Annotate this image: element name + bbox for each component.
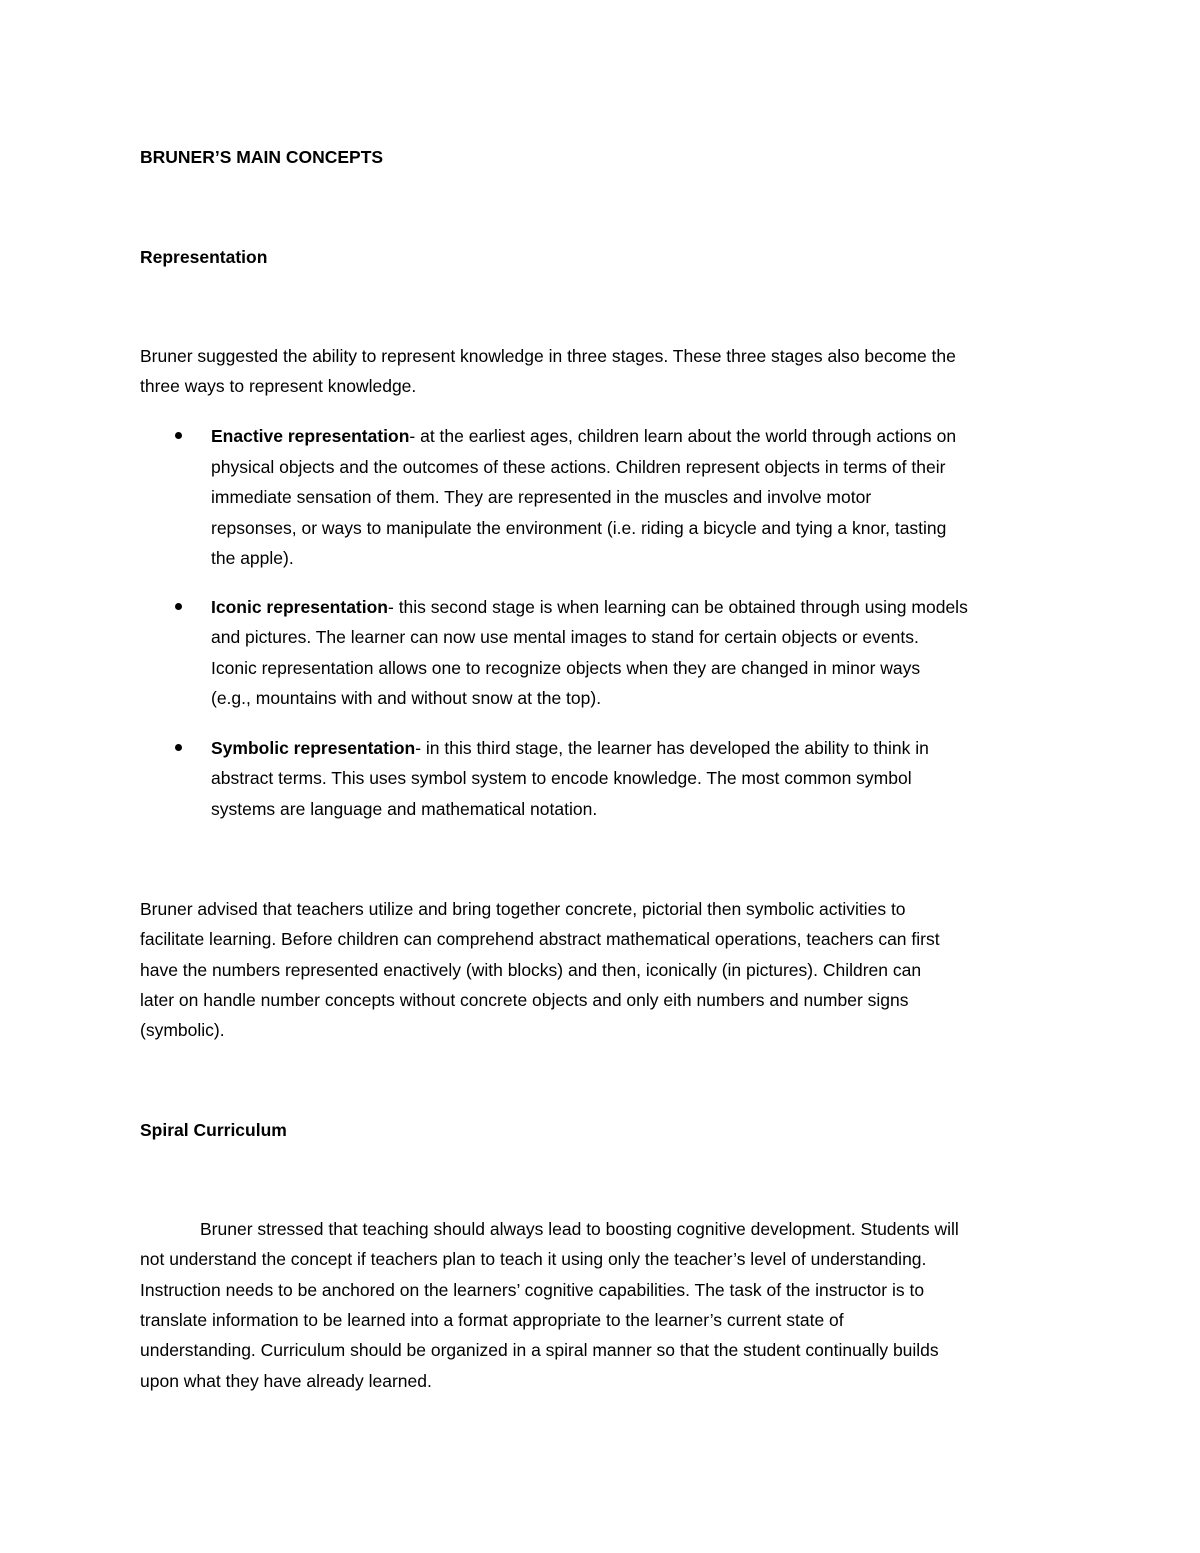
paragraph-line: Bruner advised that teachers utilize and bring together concrete, pictorial then symbolic activities to — [140, 899, 906, 919]
paragraph-line: (symbolic). — [140, 1020, 225, 1040]
bullet-term: Iconic representation — [211, 597, 388, 617]
bullet-text: - this second stage is when learning can be obtained through using models — [388, 597, 968, 617]
bullet-line: (e.g., mountains with and without snow at the top). — [211, 688, 602, 708]
bullet-line: repsonses, or ways to manipulate the environment (i.e. riding a bicycle and tying a knor, tasting — [211, 518, 947, 538]
paragraph-line: later on handle number concepts without concrete objects and only eith numbers and number signs — [140, 990, 909, 1010]
bullet-dot-icon — [175, 744, 182, 751]
bullet-term: Enactive representation — [211, 426, 410, 446]
bullet-item-enactive — [211, 424, 956, 448]
bullet-text: - at the earliest ages, children learn about the world through actions on — [409, 426, 957, 446]
bullet-line: physical objects and the outcomes of these actions. Children represent objects in terms of their — [211, 457, 946, 477]
bullet-line: systems are language and mathematical notation. — [211, 799, 598, 819]
bullet-dot-icon — [175, 432, 182, 439]
bullet-line: and pictures. The learner can now use mental images to stand for certain objects or events. — [211, 627, 919, 647]
paragraph-line: upon what they have already learned. — [140, 1371, 432, 1391]
bullet-line: Iconic representation allows one to recognize objects when they are changed in minor ways — [211, 658, 921, 678]
bullet-line: the apple). — [211, 548, 294, 568]
document-title: BRUNER’S MAIN CONCEPTS — [140, 147, 384, 167]
section-heading-representation: Representation — [140, 247, 268, 267]
paragraph-line: Bruner suggested the ability to represent knowledge in three stages. These three stages also become the — [140, 346, 956, 366]
paragraph-line: have the numbers represented enactively (with blocks) and then, iconically (in pictures). Children can — [140, 960, 922, 980]
paragraph-line: translate information to be learned into a format appropriate to the learner’s current state of — [140, 1310, 844, 1330]
bullet-line: immediate sensation of them. They are represented in the muscles and involve motor — [211, 487, 872, 507]
paragraph-line: facilitate learning. Before children can comprehend abstract mathematical operations, teachers can first — [140, 929, 940, 949]
paragraph-line: three ways to represent knowledge. — [140, 376, 417, 396]
bullet-line: abstract terms. This uses symbol system to encode knowledge. The most common symbol — [211, 768, 912, 788]
paragraph-line: Bruner stressed that teaching should always lead to boosting cognitive development. Students will — [200, 1219, 959, 1239]
bullet-term: Symbolic representation — [211, 738, 416, 758]
bullet-item-symbolic — [211, 736, 929, 760]
section-heading-spiral-curriculum: Spiral Curriculum — [140, 1120, 287, 1140]
bullet-dot-icon — [175, 603, 182, 610]
paragraph-line: understanding. Curriculum should be organized in a spiral manner so that the student continually builds — [140, 1340, 939, 1360]
bullet-item-iconic — [211, 595, 968, 619]
paragraph-line: Instruction needs to be anchored on the learners’ cognitive capabilities. The task of the instructor is to — [140, 1280, 925, 1300]
bullet-text: - in this third stage, the learner has developed the ability to think in — [415, 738, 929, 758]
paragraph-line: not understand the concept if teachers plan to teach it using only the teacher’s level of understanding. — [140, 1249, 927, 1269]
